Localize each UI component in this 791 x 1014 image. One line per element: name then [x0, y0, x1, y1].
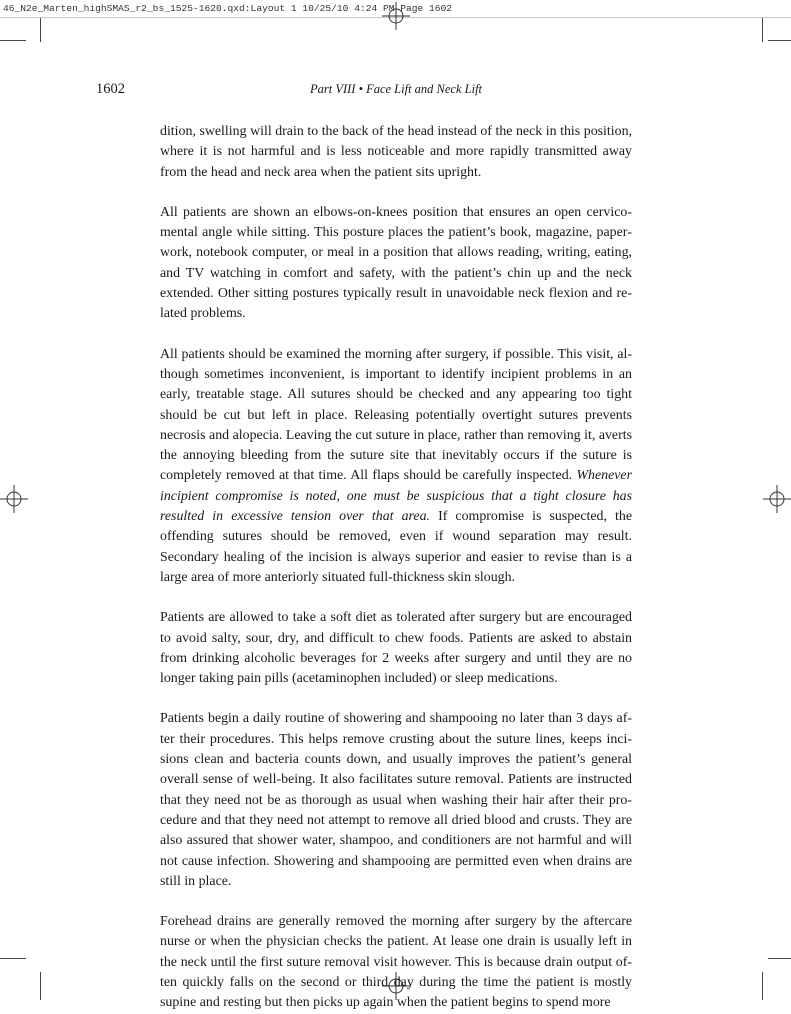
crop-mark-bottom-right-horizontal	[768, 958, 791, 959]
paragraph-4: Patients are allowed to take a soft diet as tolerated after surgery but are encouraged to avoid salty, sour, dry, and difficult to chew foods. Patients are asked to abstain from drinking alcoholic beverages for 2 weeks after surgery and until they are no longer taking pain pills (acetaminophen included) or sleep medications.	[160, 610, 632, 687]
crop-mark-top-right-vertical	[762, 18, 763, 42]
registration-mark-right-icon	[763, 485, 791, 513]
paragraph-5: Patients begin a daily routine of showering and shampooing no later than 3 days after their procedures. This helps remove crusting about the suture lines, keeps incisions clean and bacteria counts down, and usually improves the patient’s general overall sense of well-being. It also facilitates suture removal. Patients are instructed that they need not be as thorough as usual when washing their hair after their procedure and that they need not attempt to remove all dried blood and crusts. They are also assured that shower water, shampoo, and conditioners are not harmful and will not cause infection. Showering and shampooing are permitted even when drains are still in place.	[160, 711, 632, 889]
crop-mark-bottom-left-horizontal	[0, 958, 26, 959]
printer-slug-line: 46_N2e_Marten_highSMAS_r2_bs_1525-1620.qxd:Layout 1 10/25/10 4:24 PM Page 1602	[0, 0, 791, 18]
crop-mark-top-right-horizontal	[768, 40, 791, 41]
paragraph-3-text-after: If compromise is suspected, the offending sutures should be removed, even if wound separation may result. Secondary healing of the incision is always superior and easier to revise than is a large area of more anteriorly situated full-thickness skin slough.	[160, 509, 633, 585]
paragraph-6: Forehead drains are generally removed the morning after surgery by the aftercare nurse or when the physician checks the patient. At lease one drain is usually left in the neck until the first suture removal visit however. This is because drain output often quickly falls on the second or third day during the time the patient is mostly supine and resting but then picks up again when the patient begins to spend more	[160, 914, 632, 1011]
registration-mark-left-icon	[0, 485, 28, 513]
crop-mark-top-left-vertical	[40, 18, 41, 42]
paragraph-1: dition, swelling will drain to the back of the head instead of the neck in this position, where it is not harmful and is less noticeable and more rapidly transmitted away from the head and neck area when the patient sits upright.	[160, 124, 632, 180]
crop-mark-bottom-right-vertical	[762, 972, 763, 1000]
paragraph-2: All patients are shown an elbows-on-knees position that ensures an open cervicomental angle while sitting. This posture places the patient’s book, magazine, paperwork, notebook computer, or meal in a position that allows reading, writing, eating, and TV watching in comfort and safety, with the patient’s chin up and the neck extended. Other sitting postures typically result in unavoidable neck flexion and related problems.	[160, 204, 632, 322]
paragraph-3-italic-emphasis: Whenever incipient compromise is noted, one must be suspicious that a tight closure has resulted in excessive tension over that area.	[160, 468, 632, 525]
crop-mark-bottom-left-vertical	[40, 972, 41, 1000]
crop-mark-top-left-horizontal	[0, 40, 26, 41]
body-text	[160, 122, 632, 1014]
page-number: 1602	[96, 81, 125, 97]
paragraph-3	[160, 345, 632, 589]
running-head: Part VIII • Face Lift and Neck Lift	[309, 82, 483, 96]
registration-mark-top-icon	[382, 2, 410, 30]
paragraph-3-text-before: All patients should be examined the morning after surgery, if possible. This visit, although sometimes inconvenient, is important to identify incipient problems in an early, treatable stage. All sutures should be checked and any appearing too tight should be cut but left in place. Releasing potentially overtight sutures prevents necrosis and alopecia. Leaving the cut suture in place, rather than removing it, averts the annoying bleeding from the suture site that inevitably occurs if the suture is completely removed at that time. All flaps should be carefully inspected.	[160, 346, 632, 484]
